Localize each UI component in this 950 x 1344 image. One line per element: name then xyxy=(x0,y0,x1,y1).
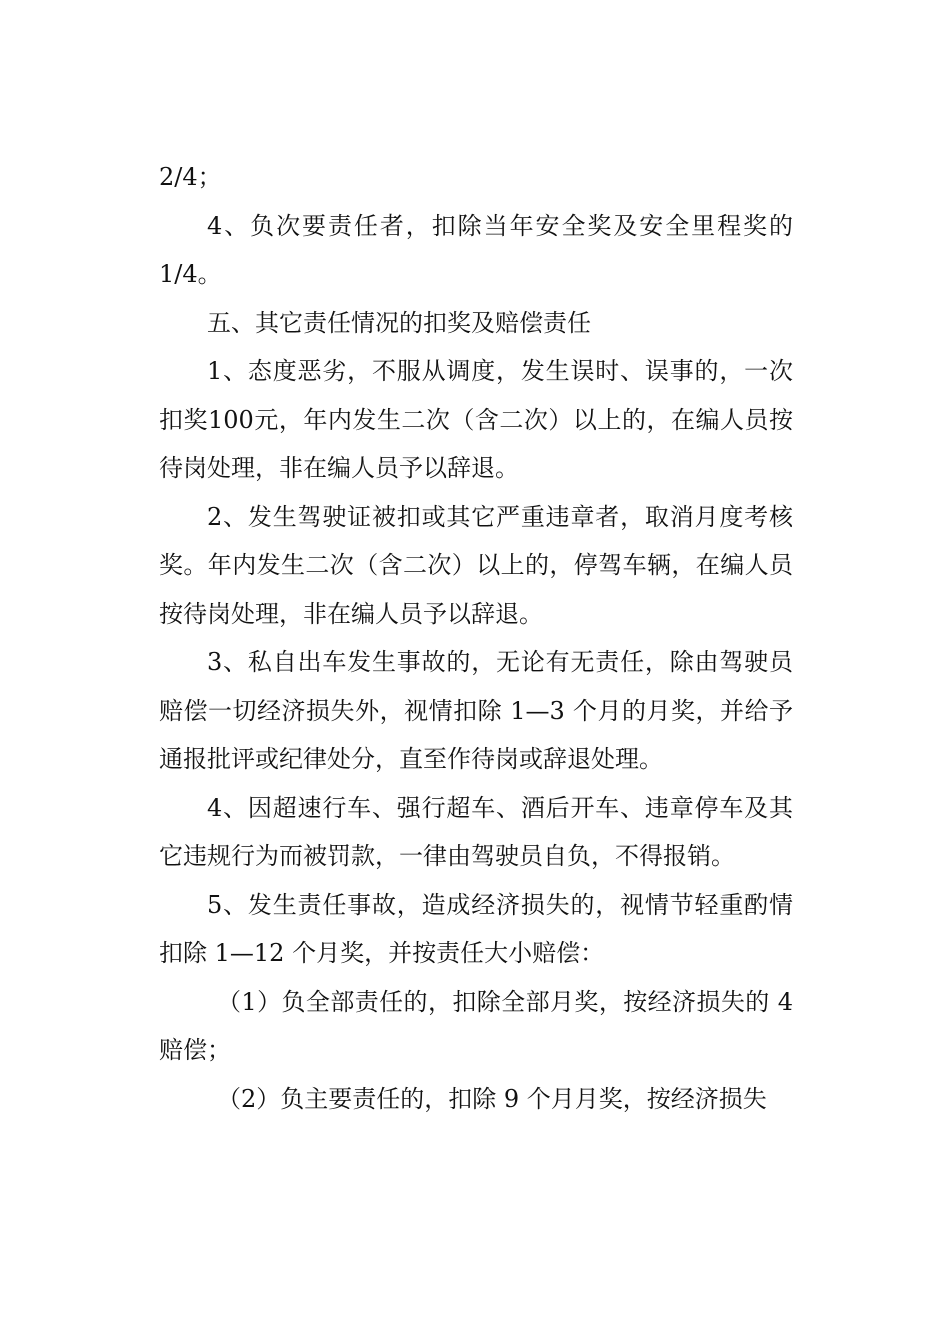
paragraph-rule-3: 3、私自出车发生事故的，无论有无责任，除由驾驶员赔偿一切经济损失外，视情扣除 1—3 个月的月奖，并给予通报批评或纪律处分，直至作待岗或辞退处理。 xyxy=(159,648,793,773)
section-heading-5: 五、其它责任情况的扣奖及赔偿责任 xyxy=(207,308,591,337)
paragraph-rule-4: 4、因超速行车、强行超车、酒后开车、违章停车及其它违规行为而被罚款，一律由驾驶员自负，不得报销。 xyxy=(159,793,793,870)
paragraph-rule-5: 5、发生责任事故，造成经济损失的，视情节轻重酌情扣除 1—12 个月奖，并按责任大小赔偿： xyxy=(159,890,793,967)
paragraph-continuation: 2/4； xyxy=(159,163,222,191)
document-body xyxy=(159,153,793,1123)
paragraph-subitem-2: （2）负主要责任的，扣除 9 个月月奖，按经济损失 xyxy=(217,1084,767,1113)
paragraph-item-4: 4、负次要责任者，扣除当年安全奖及安全里程奖的1/4。 xyxy=(159,211,793,288)
paragraph-subitem-1: （1）负全部责任的，扣除全部月奖，按经济损失的 4赔偿； xyxy=(159,987,793,1064)
paragraph-rule-1: 1、态度恶劣，不服从调度，发生误时、误事的，一次扣奖100元，年内发生二次（含二次）以上的，在编人员按待岗处理，非在编人员予以辞退。 xyxy=(159,357,793,482)
paragraph-rule-2: 2、发生驾驶证被扣或其它严重违章者，取消月度考核奖。年内发生二次（含二次）以上的，停驾车辆，在编人员按待岗处理，非在编人员予以辞退。 xyxy=(159,502,793,628)
